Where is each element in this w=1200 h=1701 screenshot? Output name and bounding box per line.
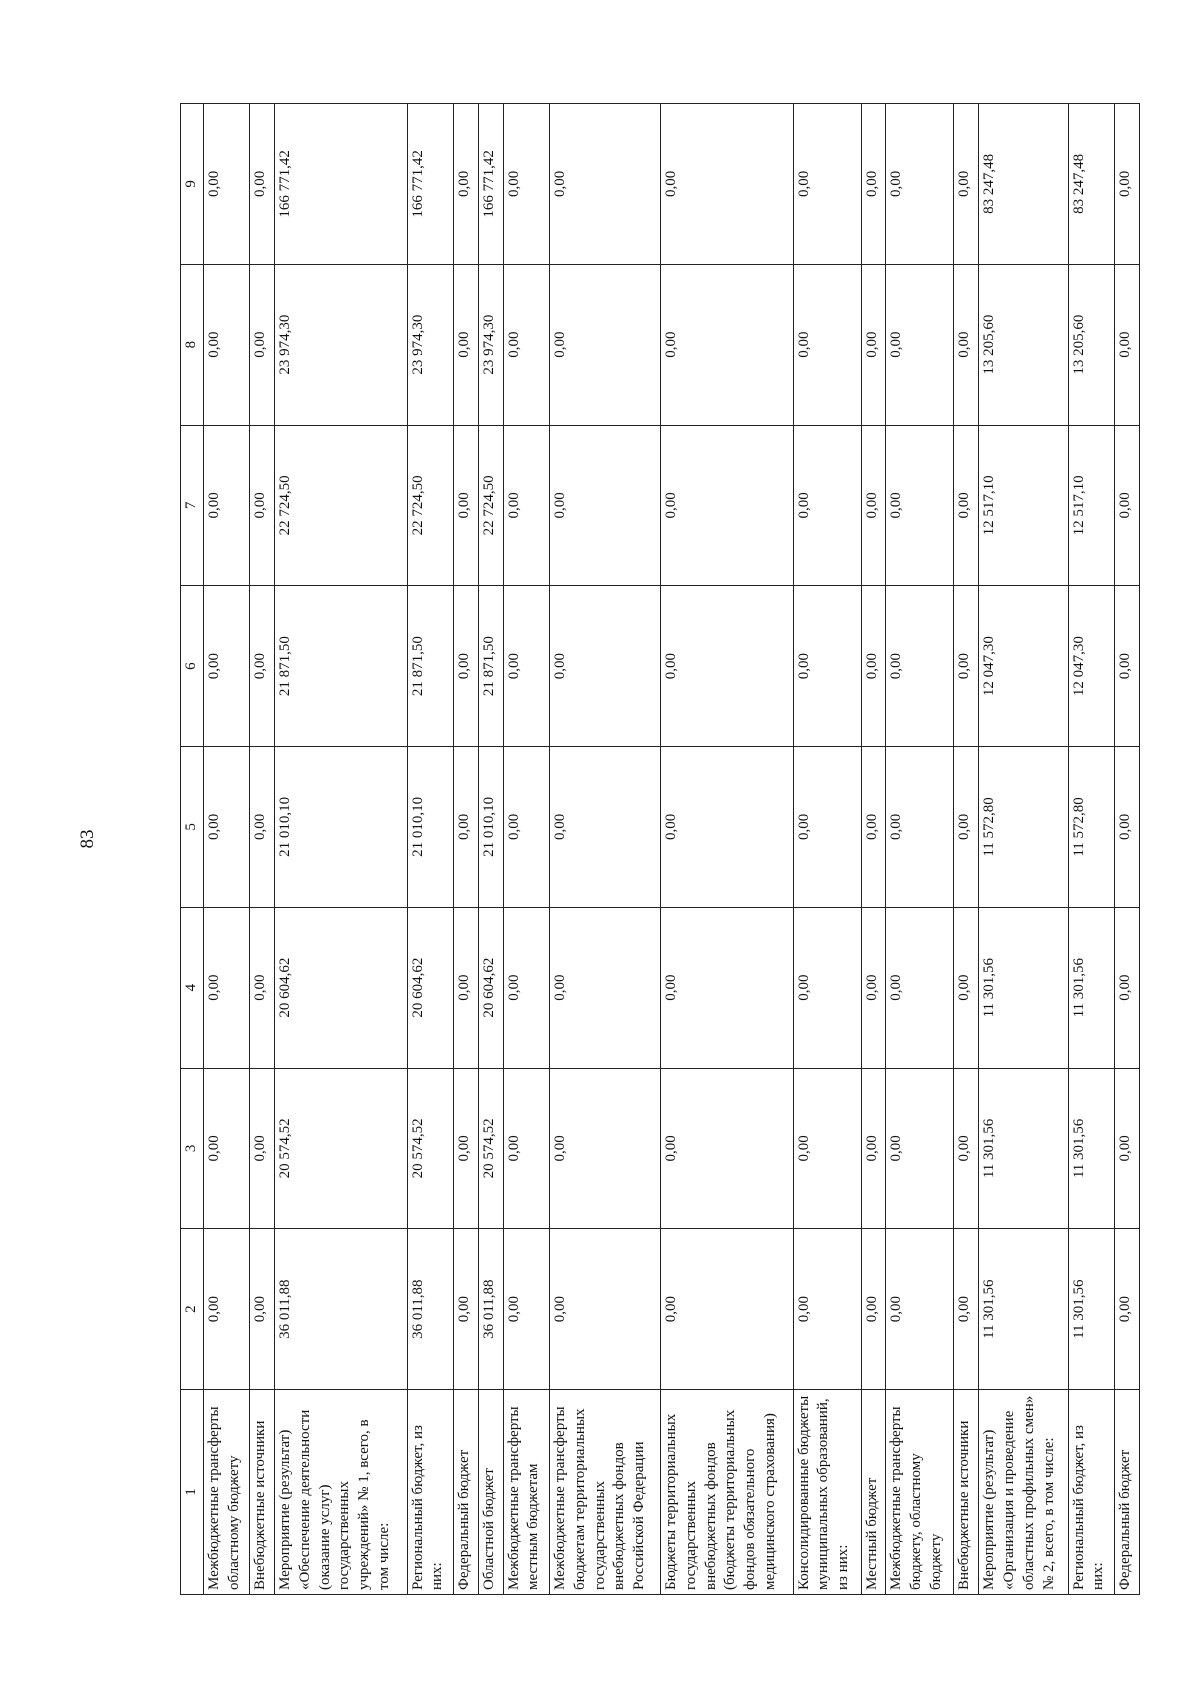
table-cell-value: 22 724,50 (478, 425, 503, 586)
table-cell-value: 0,00 (661, 1068, 794, 1229)
row-label: Федеральный бюджет (1115, 1390, 1140, 1595)
table-cell-value: 0,00 (1115, 1229, 1140, 1390)
table-row (250, 104, 275, 1595)
table-cell-value: 0,00 (250, 264, 275, 425)
row-label: Межбюджетные трансферты областному бюджету (203, 1390, 249, 1595)
table-cell-value: 20 604,62 (407, 907, 453, 1068)
table-cell-value: 0,00 (453, 1068, 478, 1229)
table-cell-value: 0,00 (503, 1229, 549, 1390)
table-cell-value: 0,00 (886, 907, 954, 1068)
table-cell-value: 0,00 (250, 1229, 275, 1390)
table-cell-value: 12 517,10 (1068, 425, 1114, 586)
table-cell-value: 0,00 (1115, 104, 1140, 265)
table-cell-value: 0,00 (954, 907, 979, 1068)
budget-table (180, 103, 1140, 1595)
column-header-9: 9 (181, 104, 204, 265)
table-cell-value: 21 010,10 (274, 747, 407, 908)
table-cell-value: 11 301,56 (1068, 1068, 1114, 1229)
table-cell-value: 0,00 (793, 264, 861, 425)
row-label: Бюджеты территориальных государственных внебюджетных фондов (бюджеты территориальных фондов обязательного медицинского страхования) (661, 1390, 794, 1595)
table-cell-value: 21 871,50 (478, 586, 503, 747)
table-cell-value: 13 205,60 (979, 264, 1069, 425)
table-row (979, 104, 1069, 1595)
table-cell-value: 21 871,50 (274, 586, 407, 747)
table-cell-value: 0,00 (549, 907, 660, 1068)
table-row (661, 104, 794, 1595)
table-cell-value: 166 771,42 (478, 104, 503, 265)
table-cell-value: 0,00 (861, 586, 886, 747)
table-cell-value: 0,00 (203, 104, 249, 265)
row-label: Региональный бюджет, из них: (407, 1390, 453, 1595)
row-label: Межбюджетные трансферты бюджетам территориальных государственных внебюджетных фондов Российской Федерации (549, 1390, 660, 1595)
table-cell-value: 11 572,80 (1068, 747, 1114, 908)
table-cell-value: 0,00 (203, 264, 249, 425)
table-cell-value: 0,00 (861, 104, 886, 265)
table-cell-value: 0,00 (954, 1068, 979, 1229)
table-cell-value: 11 301,56 (979, 1068, 1069, 1229)
table-cell-value: 12 047,30 (979, 586, 1069, 747)
table-cell-value: 0,00 (954, 264, 979, 425)
table-cell-value: 0,00 (549, 264, 660, 425)
table-cell-value: 0,00 (793, 104, 861, 265)
table-cell-value: 20 604,62 (478, 907, 503, 1068)
table-cell-value: 23 974,30 (274, 264, 407, 425)
table-cell-value: 0,00 (250, 104, 275, 265)
table-cell-value: 0,00 (661, 425, 794, 586)
table-cell-value: 0,00 (1115, 1068, 1140, 1229)
table-cell-value: 0,00 (503, 747, 549, 908)
table-cell-value: 21 010,10 (407, 747, 453, 908)
table-row (503, 104, 549, 1595)
column-header-5: 5 (181, 747, 204, 908)
table-cell-value: 0,00 (549, 104, 660, 265)
table-cell-value: 0,00 (861, 747, 886, 908)
table-cell-value: 20 574,52 (478, 1068, 503, 1229)
table-cell-value: 0,00 (1115, 586, 1140, 747)
table-cell-value: 0,00 (886, 1068, 954, 1229)
table-cell-value: 83 247,48 (1068, 104, 1114, 265)
table-cell-value: 0,00 (954, 104, 979, 265)
table-cell-value: 0,00 (549, 425, 660, 586)
table-row (407, 104, 453, 1595)
table-cell-value: 0,00 (886, 264, 954, 425)
table-row (954, 104, 979, 1595)
table-cell-value: 0,00 (250, 1068, 275, 1229)
table-cell-value: 0,00 (1115, 425, 1140, 586)
page-number: 83 (77, 829, 98, 849)
table-cell-value: 0,00 (886, 104, 954, 265)
table-cell-value: 0,00 (250, 425, 275, 586)
table-cell-value: 0,00 (1115, 747, 1140, 908)
table-cell-value: 0,00 (203, 747, 249, 908)
table-cell-value: 0,00 (250, 747, 275, 908)
table-cell-value: 0,00 (861, 1229, 886, 1390)
table-cell-value: 83 247,48 (979, 104, 1069, 265)
row-label: Региональный бюджет, из них: (1068, 1390, 1114, 1595)
column-header-2: 2 (181, 1229, 204, 1390)
table-cell-value: 0,00 (661, 586, 794, 747)
table-cell-value: 20 574,52 (407, 1068, 453, 1229)
table-cell-value: 0,00 (453, 586, 478, 747)
table-cell-value: 0,00 (503, 1068, 549, 1229)
table-cell-value: 0,00 (661, 104, 794, 265)
table-row (274, 104, 407, 1595)
column-header-1: 1 (181, 1390, 204, 1595)
table-cell-value: 13 205,60 (1068, 264, 1114, 425)
table-cell-value: 0,00 (453, 425, 478, 586)
table-cell-value: 11 572,80 (979, 747, 1069, 908)
table-cell-value: 0,00 (886, 586, 954, 747)
column-header-4: 4 (181, 907, 204, 1068)
table-cell-value: 36 011,88 (478, 1229, 503, 1390)
table-cell-value: 166 771,42 (407, 104, 453, 265)
table-cell-value: 0,00 (793, 1229, 861, 1390)
table-row (793, 104, 861, 1595)
table-cell-value: 0,00 (861, 907, 886, 1068)
row-label: Мероприятие (результат) «Организация и проведение областных профильных смен» № 2, всего, в том числе: (979, 1390, 1069, 1595)
table-cell-value: 0,00 (661, 264, 794, 425)
table-cell-value: 12 047,30 (1068, 586, 1114, 747)
table-cell-value: 36 011,88 (407, 1229, 453, 1390)
table-cell-value: 11 301,56 (1068, 1229, 1114, 1390)
table-cell-value: 0,00 (549, 747, 660, 908)
table-cell-value: 0,00 (503, 907, 549, 1068)
table-cell-value: 0,00 (503, 264, 549, 425)
table-cell-value: 166 771,42 (274, 104, 407, 265)
table-cell-value: 0,00 (1115, 907, 1140, 1068)
row-label: Мероприятие (результат) «Обеспечение деятельности (оказание услуг) государственных учреждений» № 1, всего, в том числе: (274, 1390, 407, 1595)
table-cell-value: 0,00 (793, 907, 861, 1068)
table-cell-value: 11 301,56 (979, 1229, 1069, 1390)
table-row (549, 104, 660, 1595)
table-cell-value: 0,00 (503, 586, 549, 747)
column-header-6: 6 (181, 586, 204, 747)
table-cell-value: 0,00 (954, 586, 979, 747)
table-cell-value: 0,00 (793, 1068, 861, 1229)
table-cell-value: 0,00 (203, 586, 249, 747)
row-label: Внебюджетные источники (954, 1390, 979, 1595)
table-cell-value: 23 974,30 (407, 264, 453, 425)
table-cell-value: 0,00 (203, 1229, 249, 1390)
table-cell-value: 0,00 (661, 1229, 794, 1390)
table-cell-value: 20 604,62 (274, 907, 407, 1068)
table-row (886, 104, 954, 1595)
table-cell-value: 11 301,56 (979, 907, 1069, 1068)
row-label: Внебюджетные источники (250, 1390, 275, 1595)
table-cell-value: 0,00 (453, 264, 478, 425)
table-cell-value: 0,00 (549, 1229, 660, 1390)
row-label: Областной бюджет (478, 1390, 503, 1595)
column-header-3: 3 (181, 1068, 204, 1229)
column-header-8: 8 (181, 264, 204, 425)
row-label: Межбюджетные трансферты местным бюджетам (503, 1390, 549, 1595)
table-cell-value: 0,00 (954, 425, 979, 586)
table-cell-value: 0,00 (861, 425, 886, 586)
table-cell-value: 0,00 (549, 1068, 660, 1229)
table-cell-value: 0,00 (549, 586, 660, 747)
table-cell-value: 22 724,50 (407, 425, 453, 586)
table-row (453, 104, 478, 1595)
table-cell-value: 36 011,88 (274, 1229, 407, 1390)
table-cell-value: 0,00 (793, 425, 861, 586)
table-cell-value: 11 301,56 (1068, 907, 1114, 1068)
table-cell-value: 0,00 (793, 747, 861, 908)
table-cell-value: 0,00 (886, 1229, 954, 1390)
table-cell-value: 0,00 (954, 747, 979, 908)
table-cell-value: 0,00 (503, 425, 549, 586)
header-row (181, 104, 204, 1595)
table-cell-value: 0,00 (886, 747, 954, 908)
table-row (1115, 104, 1140, 1595)
table-cell-value: 20 574,52 (274, 1068, 407, 1229)
table-cell-value: 23 974,30 (478, 264, 503, 425)
table-cell-value: 0,00 (503, 104, 549, 265)
table-cell-value: 12 517,10 (979, 425, 1069, 586)
table-cell-value: 0,00 (250, 907, 275, 1068)
row-label: Консолидированные бюджеты муниципальных образований, из них: (793, 1390, 861, 1595)
table-row (203, 104, 249, 1595)
table-cell-value: 21 871,50 (407, 586, 453, 747)
table-cell-value: 0,00 (886, 425, 954, 586)
table-cell-value: 0,00 (954, 1229, 979, 1390)
table-cell-value: 0,00 (203, 907, 249, 1068)
table-cell-value: 0,00 (1115, 264, 1140, 425)
table-cell-value: 21 010,10 (478, 747, 503, 908)
column-header-7: 7 (181, 425, 204, 586)
table-row (1068, 104, 1114, 1595)
table-cell-value: 0,00 (861, 1068, 886, 1229)
table-cell-value: 0,00 (661, 907, 794, 1068)
table-cell-value: 0,00 (203, 1068, 249, 1229)
rotated-table-container (180, 103, 1140, 1595)
table-cell-value: 0,00 (203, 425, 249, 586)
row-label: Местный бюджет (861, 1390, 886, 1595)
table-cell-value: 22 724,50 (274, 425, 407, 586)
table-cell-value: 0,00 (661, 747, 794, 908)
table-row (478, 104, 503, 1595)
table-cell-value: 0,00 (453, 1229, 478, 1390)
table-cell-value: 0,00 (861, 264, 886, 425)
row-label: Федеральный бюджет (453, 1390, 478, 1595)
table-row (861, 104, 886, 1595)
table-cell-value: 0,00 (453, 907, 478, 1068)
table-body (203, 104, 1139, 1595)
table-cell-value: 0,00 (453, 104, 478, 265)
row-label: Межбюджетные трансферты бюджету, областному бюджету (886, 1390, 954, 1595)
table-cell-value: 0,00 (793, 586, 861, 747)
table-cell-value: 0,00 (250, 586, 275, 747)
table-cell-value: 0,00 (453, 747, 478, 908)
